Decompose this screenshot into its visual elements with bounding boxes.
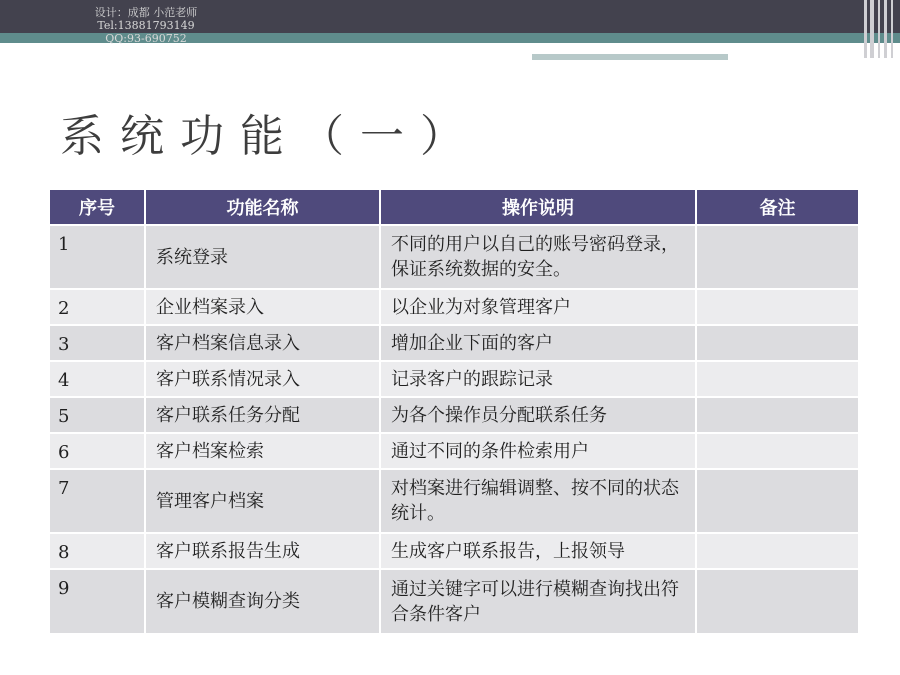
table-row: [50, 433, 858, 469]
table-row: [50, 225, 858, 289]
row-note: [696, 469, 858, 533]
row-no: 6: [50, 433, 145, 469]
row-name: 客户联系报告生成: [145, 533, 380, 569]
table-row: [50, 469, 858, 533]
watermark: [86, 6, 206, 45]
row-note: [696, 433, 858, 469]
row-note: [696, 225, 858, 289]
row-desc: 记录客户的跟踪记录: [380, 361, 696, 397]
table-header-row: [50, 190, 858, 225]
row-no: 9: [50, 569, 145, 633]
table-row: [50, 325, 858, 361]
row-name: 管理客户档案: [145, 469, 380, 533]
page-title: 系统功能（一）: [60, 111, 480, 162]
row-note: [696, 533, 858, 569]
row-note: [696, 569, 858, 633]
row-note: [696, 397, 858, 433]
row-no: 5: [50, 397, 145, 433]
watermark-qq: QQ:93-690752: [105, 32, 187, 45]
row-no: 8: [50, 533, 145, 569]
row-desc: 对档案进行编辑调整、按不同的状态统计。: [380, 469, 696, 533]
watermark-designer: 设计：成都 小范老师: [94, 6, 198, 19]
row-name: 系统登录: [145, 225, 380, 289]
table-row: [50, 289, 858, 325]
row-desc: 不同的用户以自己的账号密码登录，保证系统数据的安全。: [380, 225, 696, 289]
header-no: 序号: [50, 190, 145, 225]
row-desc: 增加企业下面的客户: [380, 325, 696, 361]
watermark-tel: Tel:13881793149: [97, 19, 195, 32]
table-row: [50, 361, 858, 397]
row-note: [696, 289, 858, 325]
table-row: [50, 533, 858, 569]
row-name: 客户档案信息录入: [145, 325, 380, 361]
table-row: [50, 569, 858, 633]
row-desc: 通过关键字可以进行模糊查询找出符合条件客户: [380, 569, 696, 633]
row-no: 3: [50, 325, 145, 361]
row-no: 1: [50, 225, 145, 289]
row-desc: 通过不同的条件检索用户: [380, 433, 696, 469]
row-note: [696, 361, 858, 397]
function-table: [50, 190, 858, 633]
header-note: 备注: [696, 190, 858, 225]
row-name: 客户模糊查询分类: [145, 569, 380, 633]
decor-line: [538, 46, 834, 49]
decor-posts: [860, 0, 900, 58]
row-desc: 生成客户联系报告，上报领导: [380, 533, 696, 569]
table-row: [50, 397, 858, 433]
row-no: 2: [50, 289, 145, 325]
row-name: 客户档案检索: [145, 433, 380, 469]
header-desc: 操作说明: [380, 190, 696, 225]
row-no: 7: [50, 469, 145, 533]
row-desc: 以企业为对象管理客户: [380, 289, 696, 325]
row-name: 客户联系任务分配: [145, 397, 380, 433]
row-name: 企业档案录入: [145, 289, 380, 325]
row-note: [696, 325, 858, 361]
decor-stripe: [532, 54, 728, 60]
header-name: 功能名称: [145, 190, 380, 225]
row-no: 4: [50, 361, 145, 397]
row-name: 客户联系情况录入: [145, 361, 380, 397]
row-desc: 为各个操作员分配联系任务: [380, 397, 696, 433]
